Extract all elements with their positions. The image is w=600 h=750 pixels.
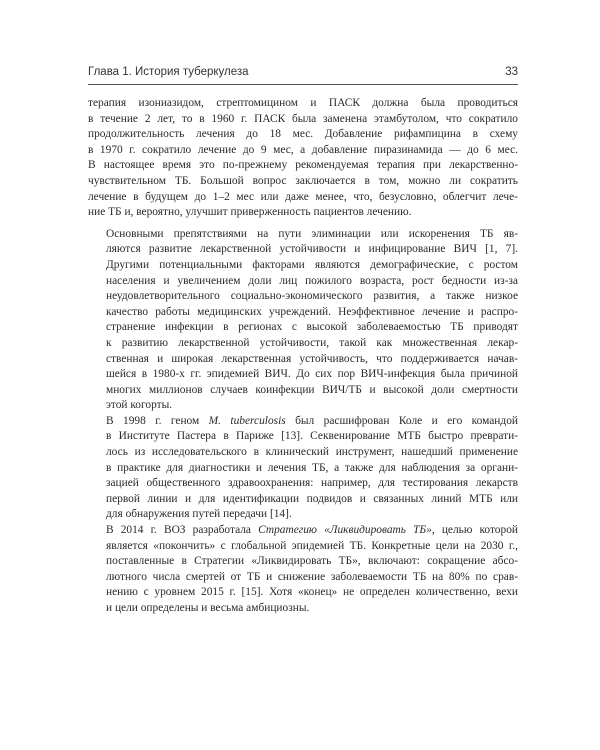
text-line: первой линии и для идентификации подвидов и связанных линий МТБ или [106, 492, 518, 505]
paragraph-1 [88, 96, 518, 221]
text-line: в практике для диагностики и лечения ТБ, а также для наблюдения за органи- [106, 461, 518, 474]
text-line: В 1998 г. геном M. tuberculosis был расшифрован Коле и его командой [106, 414, 518, 427]
paragraph-2 [88, 227, 518, 414]
text-line: этой когорты. [106, 399, 173, 412]
text-line: странение инфекции в регионах с высокой заболеваемостью ТБ приводят [106, 321, 518, 334]
text-line: лось из исследовательского в клинический инструмент, нашедший применение [106, 446, 518, 459]
text-line: ние ТБ и, вероятно, улучшит приверженность пациентов лечению. [88, 206, 412, 219]
text-line: поставленные в Стратегии «Ликвидировать ТБ», включают: сокращение абсо- [106, 555, 518, 568]
text-line: к развитию лекарственной устойчивости, такой как множественная лекар- [106, 336, 518, 349]
page-number: 33 [505, 66, 518, 78]
text-line: в течение 2 лет, то в 1960 г. ПАСК была заменена этамбутолом, что сократило [88, 112, 518, 125]
paragraph-3 [88, 414, 518, 523]
text-line: Другими потенциальными факторами являются демографические, с ростом [106, 258, 518, 271]
text-line: лютного числа смертей от ТБ и снижение заболеваемости ТБ на 80% по срав- [106, 570, 518, 583]
text-line: шейся в 1980-х гг. эпидемией ВИЧ. До сих пор ВИЧ-инфекция была причиной [106, 368, 518, 381]
text-line: нению с уровнем 2015 г. [15]. Хотя «конец» не определен количественно, вехи [106, 586, 518, 599]
text-line: и цели определены и весьма амбициозны. [106, 602, 310, 614]
italic-term: Стратегию «Ликвидировать ТБ» [258, 524, 432, 537]
text-line: ляются развитие лекарственной устойчивости и инфицирование ВИЧ [1, 7]. [106, 243, 518, 256]
text-line: в 1970 г. сократило лечение до 9 мес, а добавление пиразинамида — до 6 мес. [88, 143, 518, 156]
italic-term: M. tuberculosis [208, 414, 286, 427]
text-line: чувствительном ТБ. Большой вопрос заключается в том, можно ли сократить [88, 174, 518, 187]
text-line: Основными препятствиями на пути элиминации или искоренения ТБ яв- [106, 227, 518, 240]
text-line: В настоящее время это по-прежнему рекомендуемая терапия при лекарственно- [88, 159, 518, 172]
text-line: лечение в будущем до 1–2 мес или даже менее, что, безусловно, облегчит лече- [88, 190, 518, 203]
text-line: продолжительность лечения до 18 мес. Добавление рифампицина в схему [88, 128, 518, 141]
text-line: является «покончить» с глобальной эпидемией ТБ. Конкретные цели на 2030 г., [106, 539, 518, 552]
text-line: ственная и широкая лекарственная устойчивость, что поддерживается начав- [106, 352, 518, 365]
header-rule [88, 84, 518, 85]
text-line: для обнаружения путей передачи [14]. [106, 508, 292, 521]
running-header [88, 66, 518, 78]
text-line: терапия изониазидом, стрептомицином и ПАСК должна была проводиться [88, 97, 518, 109]
text-line: качество работы медицинских учреждений. Неэффективное лечение и распро- [106, 305, 518, 318]
chapter-title: Глава 1. История туберкулеза [88, 66, 249, 78]
text-line: многих миллионов случаев коинфекции ВИЧ/ТБ и высокой доли смертности [106, 383, 518, 396]
text-line: в Институте Пастера в Париже [13]. Секвенирование МТБ быстро преврати- [106, 430, 518, 443]
body-text [88, 96, 518, 617]
text-line: зацией общественного здравоохранения: например, для тестирования лекарств [106, 477, 518, 490]
text-line: неудовлетворительного социально-экономического развития, а также низкое [106, 290, 518, 303]
paragraph-4 [88, 523, 518, 617]
text-line: В 2014 г. ВОЗ разработала Стратегию «Ликвидировать ТБ», целью которой [106, 524, 518, 537]
text-line: населения и увеличением доли лиц пожилого возраста, рост бедности из-за [106, 274, 518, 287]
